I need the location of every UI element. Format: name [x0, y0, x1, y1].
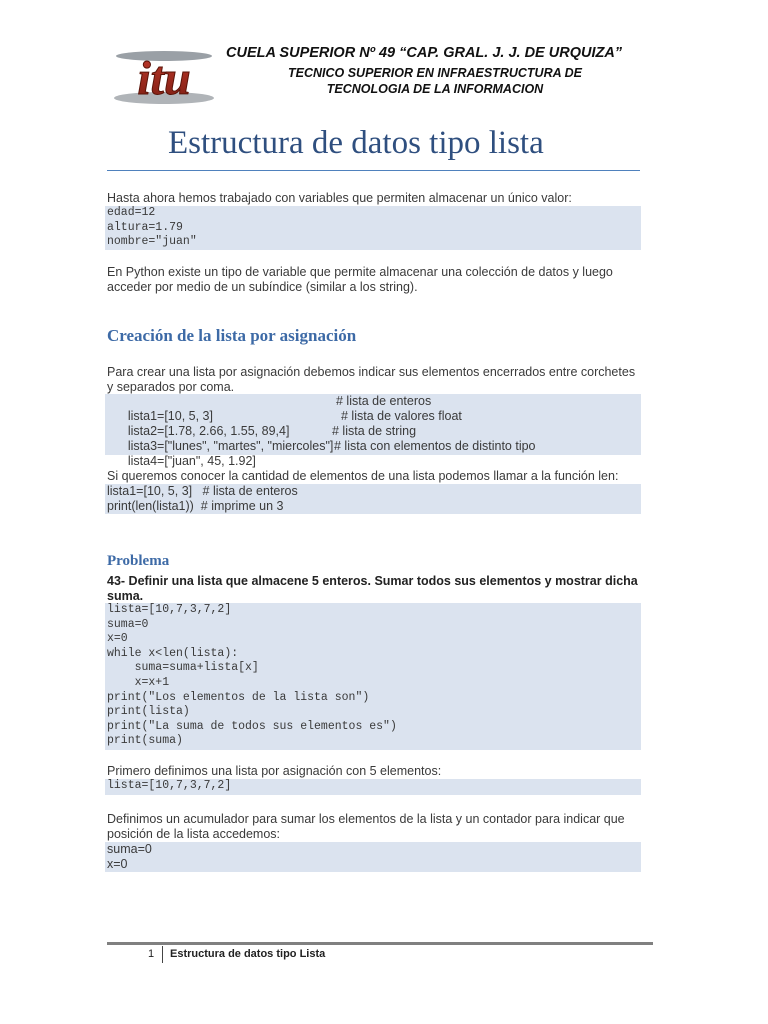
- code-line: x=x+1: [107, 675, 170, 689]
- title-underline: [107, 170, 640, 171]
- accumulator-text: Definimos un acumulador para sumar los elementos de la lista y un contador para indicar que posición de la lista accedemos:: [107, 812, 625, 841]
- first-text: Primero definimos una lista por asignación con 5 elementos:: [107, 764, 442, 778]
- code-line: suma=suma+lista[x]: [107, 661, 259, 675]
- program-line-2: TECNOLOGIA DE LA INFORMACION: [326, 82, 544, 96]
- code-line: print(len(lista1)) # imprime un 3: [107, 499, 284, 513]
- accumulator-code-block: [105, 842, 641, 872]
- len-code-block: [105, 484, 641, 514]
- code-line: lista1=[10, 5, 3] # lista de enteros: [107, 484, 298, 498]
- code-text: lista2=[1.78, 2.66, 1.55, 89,4]: [127, 424, 290, 438]
- footer-rule: [107, 942, 653, 945]
- code-line: lista=[10,7,3,7,2]: [107, 603, 232, 616]
- code-line: while x<len(lista):: [107, 646, 239, 660]
- python-paragraph: En Python existe un tipo de variable que permite almacenar una colección de datos y luego acceder por medio de un subíndice (similar a los string).: [107, 265, 613, 294]
- code-line: lista=[10,7,3,7,2]: [107, 779, 232, 792]
- intro-text: Hasta ahora hemos trabajado con variables que permiten almacenar un único valor:: [107, 191, 572, 205]
- page-title: Estructura de datos tipo lista: [168, 125, 544, 161]
- code-comment: # lista de string: [332, 424, 417, 438]
- program-line-1: TECNICO SUPERIOR EN INFRAESTRUCTURA DE: [288, 66, 582, 80]
- len-text: Si queremos conocer la cantidad de elementos de una lista podemos llamar a la función len:: [107, 469, 619, 483]
- code-line: [105, 439, 641, 468]
- code-line: suma=0: [107, 617, 149, 631]
- footer-separator: [162, 946, 163, 963]
- code-comment: # lista de enteros: [336, 394, 432, 408]
- code-line: print("La suma de todos sus elementos es"): [107, 719, 397, 733]
- code-line: suma=0: [107, 842, 152, 856]
- problem-statement: 43- Definir una lista que almacene 5 enteros. Sumar todos sus elementos y mostrar dicha suma.: [107, 574, 638, 603]
- school-logo: [112, 46, 216, 106]
- first-code-block: [105, 779, 641, 795]
- svg-text:itu: itu: [137, 52, 191, 105]
- problem-code-block: [105, 603, 641, 750]
- code-line: nombre="juan": [107, 235, 197, 249]
- code-line: x=0: [107, 857, 128, 871]
- creation-code-block: [105, 394, 641, 468]
- code-text: lista4=["juan", 45, 1.92]: [127, 454, 256, 468]
- code-line: print(lista): [107, 705, 190, 719]
- code-comment: # lista de valores float: [341, 409, 462, 423]
- code-line: print("Los elementos de la lista son"): [107, 690, 370, 704]
- section-heading-creation: Creación de la lista por asignación: [107, 326, 357, 345]
- intro-code-block: [105, 206, 641, 250]
- section-heading-problem: Problema: [107, 553, 170, 569]
- code-text: lista3=["lunes", "martes", "miercoles"]: [127, 439, 334, 453]
- footer-title: Estructura de datos tipo Lista: [170, 948, 326, 960]
- school-name: CUELA SUPERIOR Nº 49 “CAP. GRAL. J. J. DE URQUIZA”: [226, 45, 623, 61]
- creation-text: Para crear una lista por asignación debemos indicar sus elementos encerrados entre corchetes y separados por coma.: [107, 365, 636, 394]
- code-text: lista1=[10, 5, 3]: [127, 409, 213, 423]
- code-line: x=0: [107, 632, 128, 646]
- code-line: altura=1.79: [107, 220, 183, 234]
- code-line: edad=12: [107, 206, 156, 219]
- page-number: 1: [148, 948, 155, 960]
- code-line: print(suma): [107, 734, 183, 748]
- code-comment: # lista con elementos de distinto tipo: [334, 439, 536, 453]
